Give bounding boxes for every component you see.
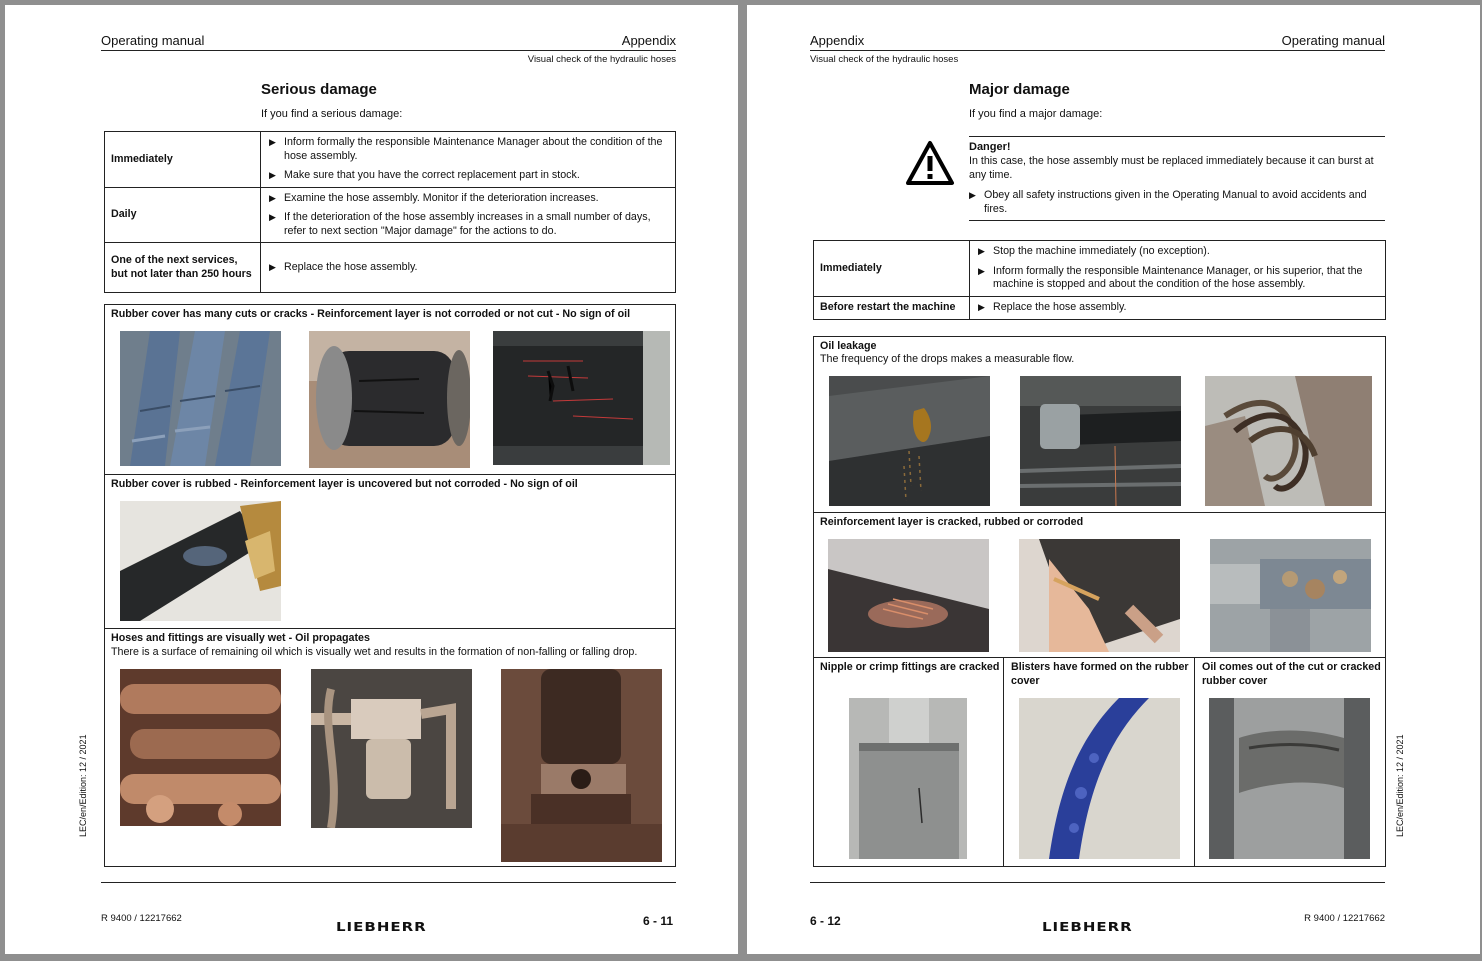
hose-photo-reinforcement-2 <box>1019 539 1180 652</box>
list-item: ▶ Stop the machine immediately (no exception). <box>978 245 1377 259</box>
header-manual: Operating manual <box>1281 33 1385 48</box>
action-table <box>104 131 676 293</box>
footer-doc-number: R 9400 / 12217662 <box>1304 913 1385 924</box>
danger-list-item: ▶ Obey all safety instructions given in the Operating Manual to avoid accidents and fires. <box>969 189 1381 216</box>
column-caption: Oil comes out of the cut or cracked rubber cover <box>1202 661 1381 687</box>
row-label: One of the next services, but not later than 250 hours <box>105 243 261 293</box>
hose-photo-wet-1 <box>120 669 281 826</box>
section-text: There is a surface of remaining oil which is visually wet and results in the formation of non-falling or falling drop. <box>111 646 638 658</box>
hose-photo-leak-1 <box>829 376 990 506</box>
footer-rule <box>810 882 1385 883</box>
danger-rule-bottom <box>969 220 1385 221</box>
row-content <box>970 296 1386 319</box>
hose-photo-fitting-cracked <box>849 698 967 859</box>
warning-triangle-icon <box>905 140 955 191</box>
row-content <box>970 241 1386 297</box>
row-label: Immediately <box>814 241 970 297</box>
page-title: Serious damage <box>261 81 377 98</box>
action-table <box>813 240 1386 320</box>
divider <box>813 657 1386 658</box>
row-label: Immediately <box>105 132 261 188</box>
danger-text: In this case, the hose assembly must be replaced immediately because it can burst at any time. <box>969 155 1374 181</box>
header-section: Appendix <box>810 33 865 48</box>
section-caption: Hoses and fittings are visually wet - Oil propagates <box>111 632 370 644</box>
danger-rule-top <box>969 136 1385 137</box>
section-caption: Rubber cover has many cuts or cracks - Reinforcement layer is not corroded or not cut - No sign of oil <box>111 308 631 320</box>
list-item: ▶ Replace the hose assembly. <box>978 301 1377 315</box>
list-item: ▶ Replace the hose assembly. <box>269 261 667 275</box>
list-item: ▶ Inform formally the responsible Maintenance Manager about the condition of the hose assembly. <box>269 136 667 163</box>
header-section: Appendix <box>621 33 676 48</box>
divider <box>1003 657 1004 867</box>
edition-text: LEC/en/Edition: 12 / 2021 <box>78 734 88 837</box>
danger-title: Danger! <box>969 141 1011 153</box>
hose-photo-cracked-3 <box>493 331 670 465</box>
divider <box>104 628 676 629</box>
table-row <box>814 241 1386 297</box>
page-title: Major damage <box>969 81 1070 98</box>
hose-photo-wet-2 <box>311 669 472 828</box>
row-label: Daily <box>105 187 261 243</box>
hose-photo-reinforcement-3 <box>1210 539 1371 652</box>
intro-text: If you find a major damage: <box>969 108 1103 120</box>
header-subtitle: Visual check of the hydraulic hoses <box>810 54 959 65</box>
hose-photo-blisters <box>1019 698 1180 859</box>
hose-photo-cracked-2 <box>309 331 470 468</box>
section-text: The frequency of the drops makes a measurable flow. <box>820 353 1075 365</box>
footer-doc-number: R 9400 / 12217662 <box>101 913 182 924</box>
intro-text: If you find a serious damage: <box>261 108 403 120</box>
hose-photo-leak-2 <box>1020 376 1181 506</box>
footer-rule <box>101 882 676 883</box>
table-row <box>105 243 676 293</box>
hose-photo-rubbed <box>120 501 281 621</box>
column-caption: Nipple or crimp fittings are cracked <box>820 661 1000 673</box>
hose-photo-cracked-1 <box>120 331 281 466</box>
list-item: ▶ Make sure that you have the correct replacement part in stock. <box>269 169 667 183</box>
divider <box>104 474 676 475</box>
list-item: ▶ Examine the hose assembly. Monitor if the deterioration increases. <box>269 192 667 206</box>
page-number: 6 - 11 <box>643 914 674 928</box>
row-content <box>261 243 676 293</box>
table-row <box>105 187 676 243</box>
header-rule <box>810 50 1385 51</box>
header-manual: Operating manual <box>101 33 205 48</box>
list-item: ▶ If the deterioration of the hose assembly increases in a small number of days, refer to next section "Major damage" for the actions to do. <box>269 211 667 238</box>
edition-text: LEC/en/Edition: 12 / 2021 <box>1395 734 1405 837</box>
column-caption: Blisters have formed on the rubber cover <box>1011 661 1189 687</box>
hose-photo-wet-3 <box>501 669 662 862</box>
row-content <box>261 132 676 188</box>
header-subtitle: Visual check of the hydraulic hoses <box>527 54 676 65</box>
header-rule <box>101 50 676 51</box>
table-row <box>814 296 1386 319</box>
table-row <box>105 132 676 188</box>
liebherr-logo: LIEBHERR <box>336 919 427 935</box>
list-item: ▶ Inform formally the responsible Maintenance Manager, or his superior, that the machine is stopped and about the condition of the hose assembly. <box>978 265 1377 292</box>
hose-photo-reinforcement-1 <box>828 539 989 652</box>
row-content <box>261 187 676 243</box>
liebherr-logo: LIEBHERR <box>1042 919 1133 935</box>
hose-photo-oil-cut-cover <box>1209 698 1370 859</box>
hose-photo-leak-3 <box>1205 376 1372 506</box>
section-caption: Rubber cover is rubbed - Reinforcement layer is uncovered but not corroded - No sign of oil <box>111 478 578 490</box>
page-6-12 <box>747 5 1480 954</box>
divider <box>1194 657 1195 867</box>
row-label: Before restart the machine <box>814 296 970 319</box>
page-number: 6 - 12 <box>810 914 841 928</box>
section-caption: Oil leakage <box>820 340 877 352</box>
section-caption: Reinforcement layer is cracked, rubbed or corroded <box>820 516 1084 528</box>
divider <box>813 512 1386 513</box>
page-6-11 <box>5 5 738 954</box>
